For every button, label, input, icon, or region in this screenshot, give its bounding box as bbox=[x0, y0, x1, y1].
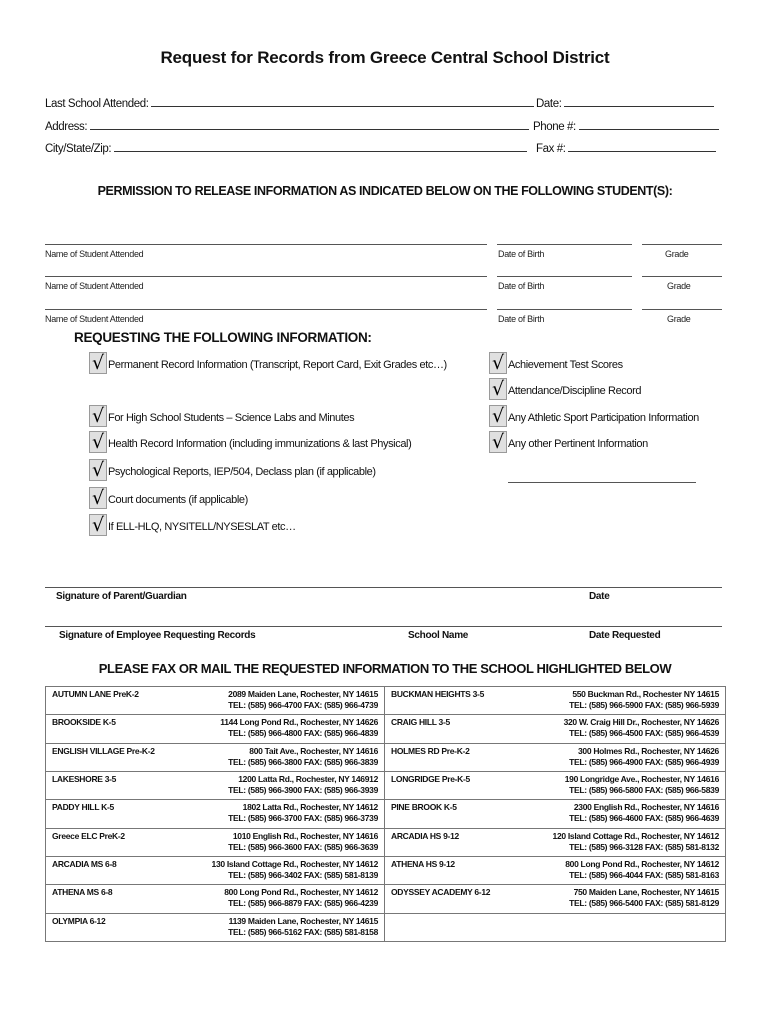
city-row bbox=[45, 140, 527, 155]
school-address-cell bbox=[515, 771, 726, 799]
date-row bbox=[536, 95, 714, 110]
check-mark-icon[interactable]: √ bbox=[489, 352, 507, 374]
city-label: City/State/Zip: bbox=[45, 143, 112, 155]
student-name-line[interactable] bbox=[45, 309, 487, 310]
check-mark-icon[interactable]: √ bbox=[489, 431, 507, 453]
school-address: 300 Holmes Rd., Rochester, NY 14626 bbox=[577, 745, 719, 756]
school-phone-fax: TEL: (585) 966-5400 FAX: (585) 581-8129 bbox=[569, 898, 719, 909]
school-address: 550 Buckman Rd., Rochester NY 14615 bbox=[572, 689, 719, 699]
check-mark-icon[interactable]: √ bbox=[89, 405, 107, 427]
school-address: 1200 Latta Rd., Rochester, NY 146912 bbox=[238, 773, 378, 784]
school-address-cell bbox=[515, 913, 726, 941]
city-field[interactable] bbox=[114, 140, 527, 152]
address-label: Address: bbox=[45, 121, 88, 133]
check-mark-icon[interactable]: √ bbox=[489, 378, 507, 400]
table-row bbox=[46, 771, 726, 799]
school-name-cell[interactable]: PINE BROOK K-5 bbox=[385, 800, 515, 828]
fax-heading: PLEASE FAX OR MAIL THE REQUESTED INFORMATION TO THE SCHOOL HIGHLIGHTED BELOW bbox=[98, 661, 672, 676]
school-name-cell[interactable]: CRAIG HILL 3-5 bbox=[385, 715, 515, 743]
school-name-cell[interactable]: ENGLISH VILLAGE Pre-K-2 bbox=[46, 743, 171, 771]
school-phone-fax: TEL: (585) 966-4600 FAX: (585) 966-4639 bbox=[569, 813, 719, 824]
school-name-cell[interactable]: OLYMPIA 6-12 bbox=[46, 913, 171, 941]
fax-field[interactable] bbox=[568, 140, 716, 152]
check-mark-icon[interactable]: √ bbox=[89, 487, 107, 509]
school-address-cell bbox=[171, 828, 385, 856]
school-phone-fax: TEL: (585) 966-4044 FAX: (585) 581-8163 bbox=[569, 869, 719, 880]
employee-signature-label: Signature of Employee Requesting Records bbox=[59, 630, 256, 641]
dob-label: Date of Birth bbox=[498, 249, 545, 259]
last-school-field[interactable] bbox=[151, 95, 534, 107]
page-title: Request for Records from Greece Central School District bbox=[160, 48, 610, 67]
student-name-label: Name of Student Attended bbox=[45, 249, 144, 259]
school-phone-fax: TEL: (585) 966-3128 FAX: (585) 581-8132 bbox=[569, 841, 719, 852]
check-mark-icon[interactable]: √ bbox=[89, 352, 107, 374]
table-row bbox=[46, 856, 726, 884]
grade-line[interactable] bbox=[642, 276, 722, 277]
psychological-reports-option: Psychological Reports, IEP/504, Declass plan (if applicable) bbox=[108, 466, 376, 478]
science-labs-option: For High School Students – Science Labs and Minutes bbox=[108, 412, 355, 424]
school-address-cell bbox=[171, 743, 385, 771]
student-name-line[interactable] bbox=[45, 276, 487, 277]
school-name-cell[interactable]: AUTUMN LANE PreK-2 bbox=[46, 687, 171, 715]
school-address: 1010 English Rd., Rochester, NY 14616 bbox=[232, 830, 378, 841]
school-address: 2089 Maiden Lane, Rochester, NY 14615 bbox=[228, 689, 378, 699]
grade-label: Grade bbox=[667, 281, 691, 291]
school-address-cell bbox=[171, 856, 385, 884]
student-name-line[interactable] bbox=[45, 244, 487, 245]
school-address-cell bbox=[515, 743, 726, 771]
school-address-cell bbox=[171, 913, 385, 941]
check-mark-icon[interactable]: √ bbox=[89, 514, 107, 536]
requesting-heading: REQUESTING THE FOLLOWING INFORMATION: bbox=[74, 330, 372, 345]
school-address: 1139 Maiden Lane, Rochester, NY 14615 bbox=[228, 915, 378, 926]
school-address-cell bbox=[515, 856, 726, 884]
last-school-row bbox=[45, 95, 534, 110]
school-address: 2300 English Rd., Rochester, NY 14616 bbox=[573, 802, 719, 813]
school-phone-fax: TEL: (585) 966-5162 FAX: (585) 581-8158 bbox=[228, 926, 378, 937]
attendance-discipline-option: Attendance/Discipline Record bbox=[508, 385, 642, 397]
dob-label: Date of Birth bbox=[498, 314, 545, 324]
school-phone-fax: TEL: (585) 966-8879 FAX: (585) 966-4239 bbox=[228, 898, 378, 909]
permission-heading: PERMISSION TO RELEASE INFORMATION AS INDICATED BELOW ON THE FOLLOWING STUDENT(S): bbox=[97, 184, 673, 198]
school-address: 750 Maiden Lane, Rochester, NY 14615 bbox=[573, 887, 719, 898]
phone-row bbox=[533, 118, 719, 133]
school-address-cell bbox=[171, 800, 385, 828]
table-row bbox=[46, 885, 726, 913]
school-address-cell bbox=[171, 885, 385, 913]
school-name-cell[interactable] bbox=[385, 913, 515, 941]
school-address: 800 Long Pond Rd., Rochester, NY 14612 bbox=[565, 858, 719, 869]
table-row bbox=[46, 715, 726, 743]
school-address-cell bbox=[515, 687, 726, 715]
school-phone-fax: TEL: (585) 966-4800 FAX: (585) 966-4839 bbox=[228, 728, 378, 739]
school-phone-fax: TEL: (585) 966-4700 FAX: (585) 966-4739 bbox=[228, 700, 378, 710]
grade-line[interactable] bbox=[642, 244, 722, 245]
school-address-cell bbox=[171, 715, 385, 743]
health-record-option: Health Record Information (including immunizations & last Physical) bbox=[108, 438, 412, 450]
school-name-cell[interactable]: HOLMES RD Pre-K-2 bbox=[385, 743, 515, 771]
school-phone-fax: TEL: (585) 966-3402 FAX: (585) 581-8139 bbox=[228, 869, 378, 880]
school-address: 800 Long Pond Rd., Rochester, NY 14612 bbox=[224, 887, 378, 898]
phone-label: Phone #: bbox=[533, 121, 576, 133]
ell-option: If ELL-HLQ, NYSITELL/NYSESLAT etc… bbox=[108, 521, 296, 533]
table-row bbox=[46, 687, 726, 715]
school-address: 800 Tait Ave., Rochester, NY 14616 bbox=[249, 745, 378, 756]
school-address: 1144 Long Pond Rd., Rochester, NY 14626 bbox=[220, 717, 378, 728]
school-address-cell bbox=[171, 771, 385, 799]
grade-label: Grade bbox=[667, 314, 691, 324]
school-address-cell bbox=[515, 800, 726, 828]
school-name-cell[interactable]: ARCADIA MS 6-8 bbox=[46, 856, 171, 884]
table-row bbox=[46, 828, 726, 856]
school-phone-fax: TEL: (585) 966-3600 FAX: (585) 966-3639 bbox=[228, 841, 378, 852]
achievement-test-option: Achievement Test Scores bbox=[508, 359, 623, 371]
school-address-cell bbox=[515, 715, 726, 743]
school-phone-fax: TEL: (585) 966-3900 FAX: (585) 966-3939 bbox=[228, 784, 378, 795]
check-mark-icon[interactable]: √ bbox=[89, 431, 107, 453]
parent-signature-label: Signature of Parent/Guardian bbox=[56, 591, 187, 602]
fax-row bbox=[536, 140, 716, 155]
student-name-label: Name of Student Attended bbox=[45, 281, 144, 291]
school-address: 320 W. Craig Hill Dr., Rochester, NY 14626 bbox=[563, 717, 719, 728]
date-field[interactable] bbox=[564, 95, 714, 107]
other-pertinent-option: Any other Pertinent Information bbox=[508, 438, 648, 450]
employee-signature-line[interactable] bbox=[45, 626, 722, 627]
school-name-cell[interactable]: ATHENA MS 6-8 bbox=[46, 885, 171, 913]
school-address: 190 Longridge Ave., Rochester, NY 14616 bbox=[564, 773, 719, 784]
school-name-cell[interactable]: PADDY HILL K-5 bbox=[46, 800, 171, 828]
student-name-label: Name of Student Attended bbox=[45, 314, 144, 324]
table-row bbox=[46, 743, 726, 771]
dob-line[interactable] bbox=[497, 276, 632, 277]
school-phone-fax: TEL: (585) 966-5900 FAX: (585) 966-5939 bbox=[569, 700, 719, 710]
school-name-cell[interactable]: ARCADIA HS 9-12 bbox=[385, 828, 515, 856]
last-school-label: Last School Attended: bbox=[45, 98, 149, 110]
school-name-cell[interactable]: LAKESHORE 3-5 bbox=[46, 771, 171, 799]
school-address: 120 Island Cottage Rd., Rochester, NY 14612 bbox=[552, 830, 719, 841]
school-address: 130 Island Cottage Rd., Rochester, NY 14612 bbox=[211, 858, 378, 869]
school-name-label: School Name bbox=[408, 630, 469, 641]
court-documents-option: Court documents (if applicable) bbox=[108, 494, 248, 506]
check-mark-icon[interactable]: √ bbox=[489, 405, 507, 427]
other-info-line[interactable] bbox=[508, 482, 696, 483]
school-phone-fax: TEL: (585) 966-4500 FAX: (585) 966-4539 bbox=[569, 728, 719, 739]
school-address-cell bbox=[171, 687, 385, 715]
dob-line[interactable] bbox=[497, 244, 632, 245]
fax-label: Fax #: bbox=[536, 143, 566, 155]
school-address-cell bbox=[515, 828, 726, 856]
school-phone-fax: TEL: (585) 966-5800 FAX: (585) 966-5839 bbox=[569, 784, 719, 795]
school-phone-fax: TEL: (585) 966-3800 FAX: (585) 966-3839 bbox=[228, 756, 378, 767]
school-name-cell[interactable]: Greece ELC PreK-2 bbox=[46, 828, 171, 856]
school-name-cell[interactable]: ODYSSEY ACADEMY 6-12 bbox=[385, 885, 515, 913]
address-row bbox=[45, 118, 529, 133]
school-address-cell bbox=[515, 885, 726, 913]
schools-table bbox=[45, 686, 726, 942]
school-name-cell[interactable]: BROOKSIDE K-5 bbox=[46, 715, 171, 743]
school-name-cell[interactable]: LONGRIDGE Pre-K-5 bbox=[385, 771, 515, 799]
grade-label: Grade bbox=[665, 249, 689, 259]
school-phone-fax: TEL: (585) 966-3700 FAX: (585) 966-3739 bbox=[228, 813, 378, 824]
phone-field[interactable] bbox=[579, 118, 719, 130]
parent-signature-line[interactable] bbox=[45, 587, 722, 588]
permanent-record-option: Permanent Record Information (Transcript, Report Card, Exit Grades etc…) bbox=[108, 359, 447, 371]
dob-label: Date of Birth bbox=[498, 281, 545, 291]
school-address: 1802 Latta Rd., Rochester, NY 14612 bbox=[242, 802, 378, 813]
school-phone-fax: TEL: (585) 966-4900 FAX: (585) 966-4939 bbox=[569, 756, 719, 767]
school-name-cell[interactable]: ATHENA HS 9-12 bbox=[385, 856, 515, 884]
table-row bbox=[46, 800, 726, 828]
date-signature-label: Date bbox=[589, 591, 610, 602]
address-field[interactable] bbox=[90, 118, 529, 130]
athletic-sport-option: Any Athletic Sport Participation Information bbox=[508, 412, 699, 424]
dob-line[interactable] bbox=[497, 309, 632, 310]
school-name-cell[interactable]: BUCKMAN HEIGHTS 3-5 bbox=[385, 687, 515, 715]
check-mark-icon[interactable]: √ bbox=[89, 459, 107, 481]
grade-line[interactable] bbox=[642, 309, 722, 310]
date-requested-label: Date Requested bbox=[589, 630, 661, 641]
table-row bbox=[46, 913, 726, 941]
date-label: Date: bbox=[536, 98, 562, 110]
